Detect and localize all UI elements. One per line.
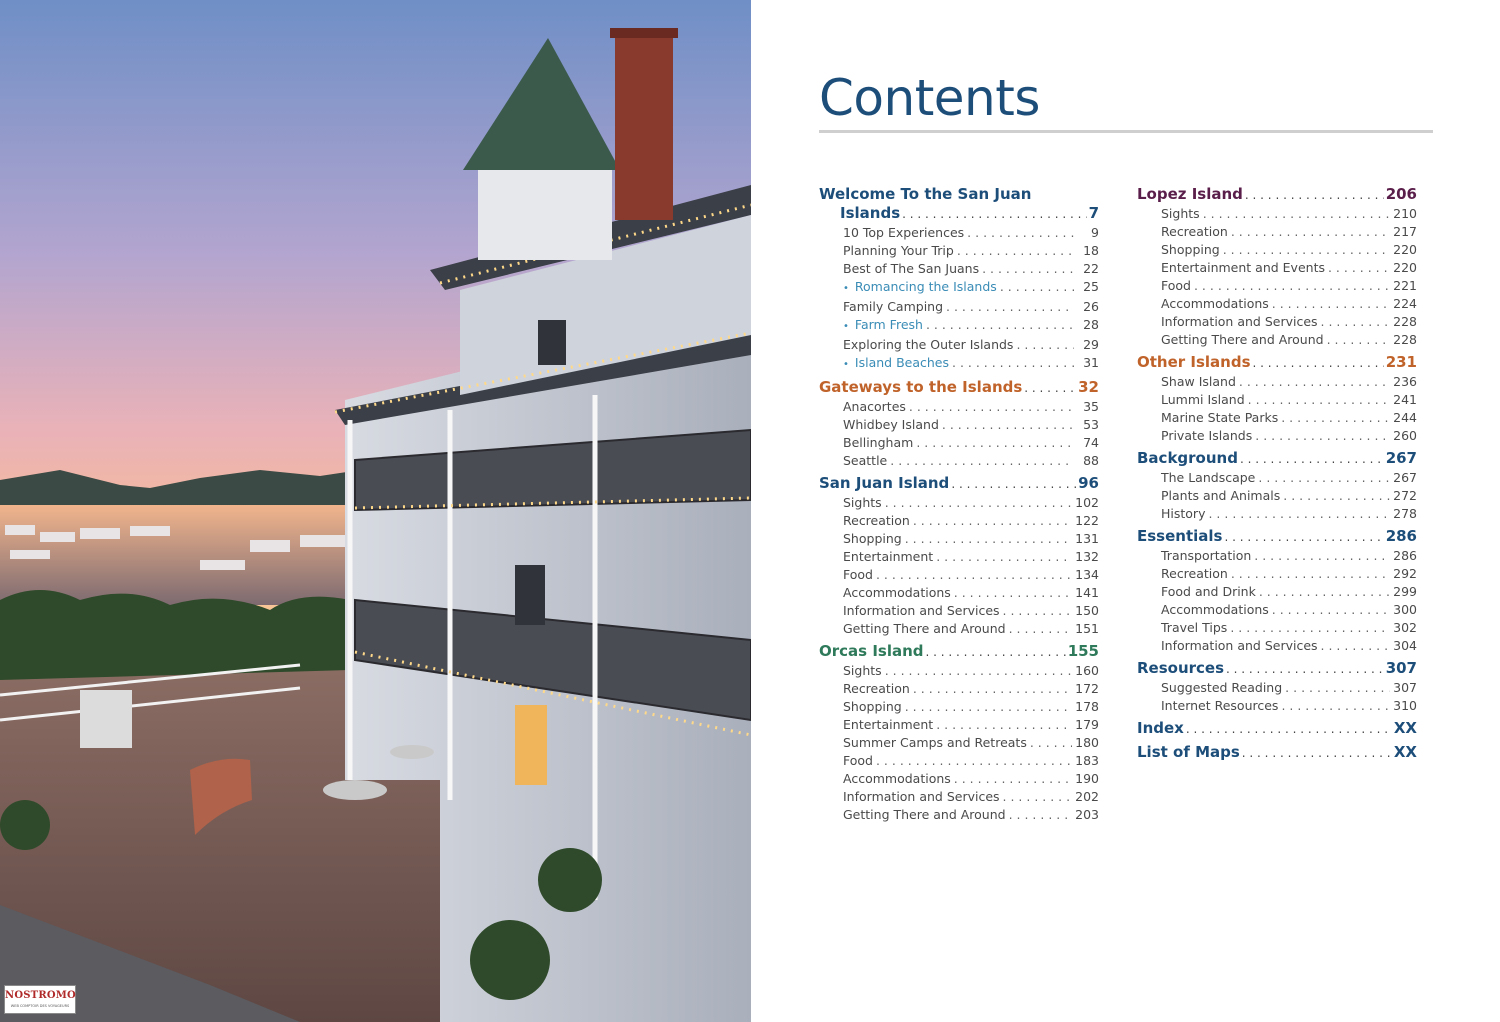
entry-page-number: 203 [1075, 807, 1099, 822]
toc-entry[interactable] [1137, 547, 1429, 565]
toc-entry[interactable] [1137, 277, 1429, 295]
entry-label: Shaw Island [1161, 374, 1236, 389]
toc-section-heading[interactable] [1137, 353, 1429, 373]
entry-label: The Landscape [1161, 470, 1256, 485]
dot-leader [1327, 331, 1391, 349]
section-page-number: 206 [1385, 185, 1417, 203]
toc-section-lopez-island [1137, 185, 1429, 349]
entry-label: Recreation [1161, 566, 1228, 581]
entry-page-number: 179 [1075, 717, 1099, 732]
dot-leader [885, 494, 1072, 512]
section-title: Gateways to the Islands [819, 378, 1023, 396]
entry-label: Getting There and Around [843, 621, 1006, 636]
entry-page-number: 180 [1075, 735, 1099, 750]
toc-entry[interactable] [819, 770, 1099, 788]
toc-entry[interactable] [1137, 469, 1429, 487]
entry-page-number: 241 [1393, 392, 1417, 407]
entry-label: Information and Services [1161, 314, 1318, 329]
dot-leader [1203, 205, 1390, 223]
entry-label: Island Beaches [854, 355, 949, 370]
toc-entry[interactable] [819, 734, 1099, 752]
entry-label: Food [1161, 278, 1191, 293]
entry-label: Accommodations [1161, 602, 1269, 617]
entry-label: Information and Services [843, 603, 1000, 618]
toc-entry[interactable] [819, 548, 1099, 566]
entry-label: Food [843, 753, 873, 768]
entry-page-number: 299 [1393, 584, 1417, 599]
title-divider [819, 130, 1433, 133]
dot-leader [1328, 259, 1390, 277]
entry-page-number: 286 [1393, 548, 1417, 563]
dot-leader [951, 475, 1076, 494]
entry-label: Accommodations [843, 771, 951, 786]
dot-leader [1226, 660, 1384, 679]
entry-label: Entertainment [843, 717, 934, 732]
entry-label: Getting There and Around [843, 807, 1006, 822]
toc-entry[interactable] [819, 260, 1099, 278]
toc-entry[interactable] [1137, 601, 1429, 619]
toc-section-orcas-island [819, 642, 1099, 824]
entry-page-number: 310 [1393, 698, 1417, 713]
toc-section-other-islands [1137, 353, 1429, 445]
dot-leader [1003, 602, 1073, 620]
dot-leader [1253, 354, 1384, 373]
section-page-number: 231 [1385, 353, 1417, 371]
toc-entry[interactable] [1137, 637, 1429, 655]
toc-column-left [819, 185, 1099, 828]
section-title: Resources [1137, 659, 1225, 677]
toc-section-heading[interactable] [1137, 659, 1429, 679]
entry-page-number: 236 [1393, 374, 1417, 389]
entry-page-number: 53 [1083, 417, 1099, 432]
entry-page-number: 220 [1393, 242, 1417, 257]
toc-entry[interactable] [819, 716, 1099, 734]
watermark-stamp [4, 985, 76, 1014]
dot-leader [1003, 788, 1073, 806]
section-page-number: 155 [1067, 642, 1099, 660]
entry-label: Bellingham [843, 435, 914, 450]
toc-entry[interactable] [819, 494, 1099, 512]
entry-label: Information and Services [1161, 638, 1318, 653]
toc-entry[interactable] [1137, 373, 1429, 391]
dot-leader [913, 512, 1072, 530]
page-title: Contents [819, 69, 1040, 127]
toc-entry[interactable] [819, 416, 1099, 434]
dot-leader [1255, 427, 1390, 445]
toc-section-san-juan-island [819, 474, 1099, 638]
dot-leader [1281, 697, 1390, 715]
entry-page-number: 102 [1075, 495, 1099, 510]
toc-entry[interactable] [819, 530, 1099, 548]
entry-page-number: 292 [1393, 566, 1417, 581]
toc-entry[interactable] [1137, 223, 1429, 241]
entry-page-number: 221 [1393, 278, 1417, 293]
toc-entry[interactable] [819, 566, 1099, 584]
toc-entry[interactable] [1137, 619, 1429, 637]
toc-section-heading[interactable] [819, 474, 1099, 494]
section-title: Other Islands [1137, 353, 1251, 371]
entry-label: Recreation [843, 681, 910, 696]
dot-leader [926, 316, 1074, 334]
entry-page-number: 183 [1075, 753, 1099, 768]
dot-leader [954, 584, 1072, 602]
dot-leader [1000, 278, 1074, 296]
entry-page-number: 132 [1075, 549, 1099, 564]
dot-leader [954, 770, 1072, 788]
toc-entry[interactable] [1137, 205, 1429, 223]
entry-page-number: 134 [1075, 567, 1099, 582]
dot-leader [1321, 313, 1391, 331]
bullet-icon: • [843, 283, 849, 294]
entry-page-number: 300 [1393, 602, 1417, 617]
section-page-number: 267 [1385, 449, 1417, 467]
entry-page-number: 122 [1075, 513, 1099, 528]
entry-page-number: 210 [1393, 206, 1417, 221]
toc-entry[interactable] [819, 752, 1099, 770]
toc-section-essentials [1137, 527, 1429, 655]
entry-page-number: 150 [1075, 603, 1099, 618]
entry-page-number: 304 [1393, 638, 1417, 653]
toc-entry[interactable] [1137, 505, 1429, 523]
entry-label: Food and Drink [1161, 584, 1256, 599]
section-title: Welcome To the San Juan [819, 185, 1032, 203]
entry-label: Accommodations [843, 585, 951, 600]
entry-label: 10 Top Experiences [843, 225, 965, 240]
dot-leader [1186, 720, 1392, 739]
dot-leader [967, 224, 1074, 242]
entry-label: Recreation [843, 513, 910, 528]
toc-entry[interactable] [1137, 241, 1429, 259]
dot-leader [1230, 619, 1390, 637]
section-page-number: 32 [1078, 378, 1099, 396]
toc-entry[interactable] [1137, 679, 1429, 697]
stamp-subtext: WEB COMPTOIR DES VOYAGEURS [10, 1004, 70, 1008]
entry-label: Travel Tips [1161, 620, 1228, 635]
dot-leader [916, 434, 1074, 452]
entry-label: Anacortes [843, 399, 906, 414]
toc-entry[interactable] [819, 788, 1099, 806]
entry-label: Information and Services [843, 789, 1000, 804]
entry-page-number: 31 [1083, 355, 1099, 370]
entry-page-number: 141 [1075, 585, 1099, 600]
dot-leader [876, 752, 1072, 770]
toc-section-heading[interactable] [1137, 527, 1429, 547]
toc-entry[interactable] [819, 336, 1099, 354]
section-page-number: XX [1393, 743, 1417, 761]
entry-label: Shopping [1161, 242, 1220, 257]
entry-page-number: 260 [1393, 428, 1417, 443]
entry-label: Entertainment and Events [1161, 260, 1325, 275]
entry-page-number: 228 [1393, 314, 1417, 329]
toc-entry[interactable] [819, 298, 1099, 316]
toc-section-heading[interactable] [819, 642, 1099, 662]
toc-entry[interactable] [1137, 331, 1429, 349]
dot-leader [942, 416, 1074, 434]
entry-label: Planning Your Trip [843, 243, 954, 258]
toc-entry[interactable] [1137, 409, 1429, 427]
entry-label: History [1161, 506, 1206, 521]
entry-page-number: 28 [1083, 317, 1099, 332]
entry-page-number: 202 [1075, 789, 1099, 804]
dot-leader [1245, 186, 1384, 205]
toc-entry[interactable] [819, 452, 1099, 470]
section-title: Orcas Island [819, 642, 924, 660]
dot-leader [1240, 450, 1384, 469]
entry-label: Lummi Island [1161, 392, 1245, 407]
entry-page-number: 35 [1083, 399, 1099, 414]
toc-entry[interactable] [1137, 295, 1429, 313]
toc-entry[interactable] [819, 680, 1099, 698]
dot-leader [1223, 241, 1390, 259]
toc-entry[interactable] [1137, 583, 1429, 601]
toc-entry[interactable] [819, 620, 1099, 638]
toc-entry[interactable] [819, 584, 1099, 602]
entry-page-number: 18 [1083, 243, 1099, 258]
section-title: List of Maps [1137, 743, 1240, 761]
dot-leader [913, 680, 1072, 698]
section-page-number: 307 [1385, 659, 1417, 677]
dot-leader [1281, 409, 1390, 427]
entry-page-number: 272 [1393, 488, 1417, 503]
toc-section-resources [1137, 659, 1429, 715]
toc-entry[interactable] [819, 278, 1099, 298]
entry-label: Whidbey Island [843, 417, 939, 432]
toc-section-list-of-maps [1137, 743, 1429, 763]
dot-leader [909, 398, 1074, 416]
dot-leader [1285, 679, 1390, 697]
dot-leader [1208, 505, 1390, 523]
dot-leader [982, 260, 1074, 278]
dot-leader [1231, 565, 1390, 583]
dot-leader [905, 698, 1072, 716]
dot-leader [1258, 469, 1390, 487]
toc-entry[interactable] [819, 398, 1099, 416]
entry-label: Accommodations [1161, 296, 1269, 311]
entry-page-number: 160 [1075, 663, 1099, 678]
entry-page-number: 172 [1075, 681, 1099, 696]
section-title: Background [1137, 449, 1238, 467]
entry-page-number: 131 [1075, 531, 1099, 546]
section-page-number: XX [1393, 719, 1417, 737]
entry-label: Shopping [843, 531, 902, 546]
toc-section-heading[interactable] [1137, 719, 1429, 739]
section-title: Essentials [1137, 527, 1223, 545]
entry-label: Seattle [843, 453, 888, 468]
section-title-continued: Islands [840, 204, 901, 222]
dot-leader [1272, 601, 1390, 619]
entry-label: Exploring the Outer Islands [843, 337, 1014, 352]
entry-label: Sights [843, 663, 882, 678]
entry-label: Summer Camps and Retreats [843, 735, 1027, 750]
dot-leader [1009, 620, 1073, 638]
toc-entry[interactable] [819, 354, 1099, 374]
entry-page-number: 302 [1393, 620, 1417, 635]
toc-entry[interactable] [1137, 565, 1429, 583]
dot-leader [936, 716, 1072, 734]
entry-page-number: 190 [1075, 771, 1099, 786]
dot-leader [1024, 379, 1076, 398]
section-page-number: 7 [1088, 204, 1099, 222]
dot-leader [1224, 528, 1383, 547]
toc-entry[interactable] [819, 698, 1099, 716]
toc-section-index [1137, 719, 1429, 739]
dot-leader [957, 242, 1074, 260]
entry-page-number: 307 [1393, 680, 1417, 695]
bullet-icon: • [843, 321, 849, 332]
dot-leader [1231, 223, 1390, 241]
dot-leader [1194, 277, 1390, 295]
toc-column-right [1137, 185, 1429, 767]
entry-label: Sights [1161, 206, 1200, 221]
dot-leader [1254, 547, 1390, 565]
entry-page-number: 220 [1393, 260, 1417, 275]
entry-label: Plants and Animals [1161, 488, 1281, 503]
entry-page-number: 29 [1083, 337, 1099, 352]
toc-entry[interactable] [819, 662, 1099, 680]
entry-page-number: 9 [1091, 225, 1099, 240]
dot-leader [1272, 295, 1390, 313]
toc-entry[interactable] [1137, 391, 1429, 409]
entry-page-number: 228 [1393, 332, 1417, 347]
entry-label: Getting There and Around [1161, 332, 1324, 347]
toc-entry[interactable] [819, 224, 1099, 242]
dot-leader [905, 530, 1072, 548]
entry-page-number: 74 [1083, 435, 1099, 450]
toc-section-background [1137, 449, 1429, 523]
dot-leader [1242, 744, 1392, 763]
entry-page-number: 267 [1393, 470, 1417, 485]
entry-page-number: 25 [1083, 279, 1099, 294]
toc-entry[interactable] [819, 806, 1099, 824]
entry-page-number: 88 [1083, 453, 1099, 468]
toc-entry[interactable] [819, 434, 1099, 452]
dot-leader [890, 452, 1074, 470]
bullet-icon: • [843, 359, 849, 370]
entry-page-number: 217 [1393, 224, 1417, 239]
dot-leader [952, 354, 1074, 372]
toc-entry[interactable] [1137, 427, 1429, 445]
entry-label: Suggested Reading [1161, 680, 1283, 695]
dot-leader [1283, 487, 1390, 505]
entry-label: Family Camping [843, 299, 944, 314]
dot-leader [946, 298, 1074, 316]
toc-section-heading-continued[interactable] [819, 204, 1099, 224]
section-title: Lopez Island [1137, 185, 1243, 203]
entry-label: Marine State Parks [1161, 410, 1279, 425]
entry-page-number: 244 [1393, 410, 1417, 425]
dot-leader [926, 643, 1066, 662]
dot-leader [936, 548, 1072, 566]
toc-entry[interactable] [1137, 259, 1429, 277]
entry-page-number: 178 [1075, 699, 1099, 714]
dot-leader [1321, 637, 1391, 655]
dot-leader [885, 662, 1072, 680]
entry-page-number: 224 [1393, 296, 1417, 311]
toc-section-heading[interactable] [1137, 185, 1429, 205]
toc-section-welcome-to-the-san-juan [819, 185, 1099, 374]
dot-leader [1016, 336, 1074, 354]
entry-page-number: 26 [1083, 299, 1099, 314]
toc-entry[interactable] [819, 512, 1099, 530]
entry-label: Sights [843, 495, 882, 510]
section-title: Index [1137, 719, 1184, 737]
entry-label: Romancing the Islands [854, 279, 997, 294]
section-page-number: 286 [1385, 527, 1417, 545]
entry-label: Best of The San Juans [843, 261, 980, 276]
toc-entry[interactable] [1137, 697, 1429, 715]
toc-entry[interactable] [819, 602, 1099, 620]
dot-leader [1248, 391, 1390, 409]
dot-leader [902, 205, 1086, 224]
dot-leader [1009, 806, 1073, 824]
entry-page-number: 22 [1083, 261, 1099, 276]
entry-label: Private Islands [1161, 428, 1253, 443]
toc-section-heading[interactable] [819, 185, 1099, 204]
entry-page-number: 278 [1393, 506, 1417, 521]
toc-entry[interactable] [819, 242, 1099, 260]
toc-entry[interactable] [1137, 487, 1429, 505]
entry-label: Internet Resources [1161, 698, 1279, 713]
dot-leader [1030, 734, 1072, 752]
toc-section-heading[interactable] [1137, 449, 1429, 469]
toc-section-heading[interactable] [819, 378, 1099, 398]
entry-label: Entertainment [843, 549, 934, 564]
dot-leader [1259, 583, 1390, 601]
section-page-number: 96 [1078, 474, 1099, 492]
dot-leader [1239, 373, 1390, 391]
stamp-text: NOSTROMO [5, 990, 76, 1001]
toc-entry[interactable] [819, 316, 1099, 336]
dot-leader [876, 566, 1072, 584]
entry-label: Transportation [1161, 548, 1252, 563]
toc-section-gateways-to-the-islands [819, 378, 1099, 470]
entry-label: Shopping [843, 699, 902, 714]
entry-page-number: 151 [1075, 621, 1099, 636]
toc-entry[interactable] [1137, 313, 1429, 331]
entry-label: Farm Fresh [854, 317, 923, 332]
toc-section-heading[interactable] [1137, 743, 1429, 763]
entry-label: Food [843, 567, 873, 582]
section-title: San Juan Island [819, 474, 950, 492]
entry-label: Recreation [1161, 224, 1228, 239]
